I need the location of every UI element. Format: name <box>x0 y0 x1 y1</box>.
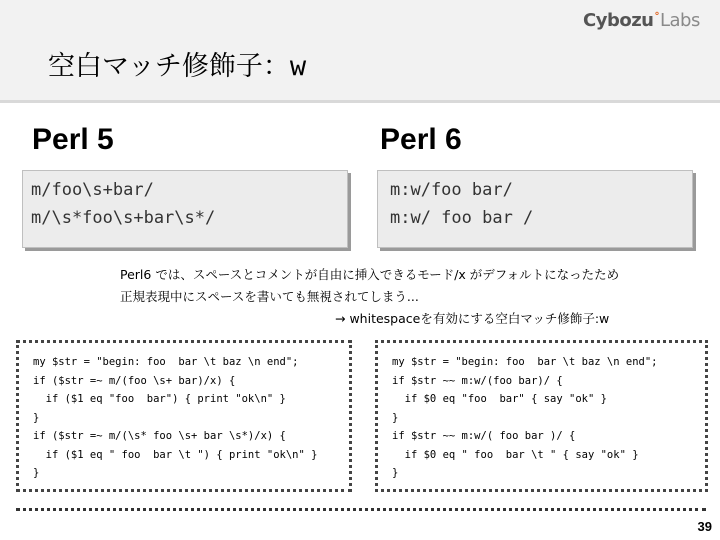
perl6-code-line: } <box>392 467 399 479</box>
perl5-regex-line-2: m/\s*foo\s+bar\s*/ <box>31 208 216 228</box>
explanation-line-1: Perl6 では、スペースとコメントが自由に挿入できるモード/x がデフォルトになったため <box>120 267 620 282</box>
logo-main: Cybozu <box>583 10 654 31</box>
perl6-regex-box <box>377 170 693 248</box>
perl5-code-line: } <box>33 411 40 424</box>
perl5-code-line: if ($1 eq " foo bar \t ") { print "ok\n" } <box>33 448 318 461</box>
explanation-line-3: → whitespaceを有効にする空白マッチ修飾子:w <box>335 311 610 326</box>
logo-sep: ° <box>654 11 659 22</box>
perl6-code-sample <box>375 340 708 492</box>
perl5-regex-line-1: m/foo\s+bar/ <box>31 180 154 200</box>
perl5-code-line: if ($1 eq "foo bar") { print "ok\n" } <box>33 393 286 405</box>
perl6-code-line: if $0 eq "foo bar" { say "ok" } <box>392 393 607 405</box>
perl6-code-line: } <box>392 411 399 424</box>
perl5-code-line: my $str = "begin: foo bar \t baz \n end"; <box>33 356 299 368</box>
header-divider <box>0 100 720 103</box>
perl6-code-line: if $str ~~ m:w/(foo bar)/ { <box>392 374 563 387</box>
title-modifier: w <box>289 51 307 82</box>
cybozu-labs-logo <box>583 10 700 31</box>
perl6-code-line: if $str ~~ m:w/( foo bar )/ { <box>392 430 576 442</box>
perl5-code-sample <box>16 340 352 492</box>
perl6-code-line: my $str = "begin: foo bar \t baz \n end"; <box>392 356 658 368</box>
perl6-heading: Perl 6 <box>380 123 462 156</box>
perl5-code-line: if ($str =~ m/(foo \s+ bar)/x) { <box>33 374 236 387</box>
perl6-regex-line-1: m:w/foo bar/ <box>390 180 513 200</box>
title-text: 空白マッチ修飾子： <box>48 51 290 82</box>
perl5-regex-box <box>22 170 348 248</box>
perl5-code-line: if ($str =~ m/(\s* foo \s+ bar \s*)/x) { <box>33 430 286 442</box>
perl5-heading: Perl 5 <box>32 123 114 156</box>
page-number: 39 <box>697 519 712 534</box>
perl5-code-line: } <box>33 467 40 479</box>
footer-divider <box>16 508 706 511</box>
perl6-regex-line-2: m:w/ foo bar / <box>390 208 534 228</box>
perl6-code-line: if $0 eq " foo bar \t " { say "ok" } <box>392 448 639 461</box>
logo-sub: Labs <box>660 10 700 31</box>
slide-title <box>48 44 306 83</box>
explanation-line-2: 正規表現中にスペースを書いても無視されてしまう... <box>120 289 419 304</box>
